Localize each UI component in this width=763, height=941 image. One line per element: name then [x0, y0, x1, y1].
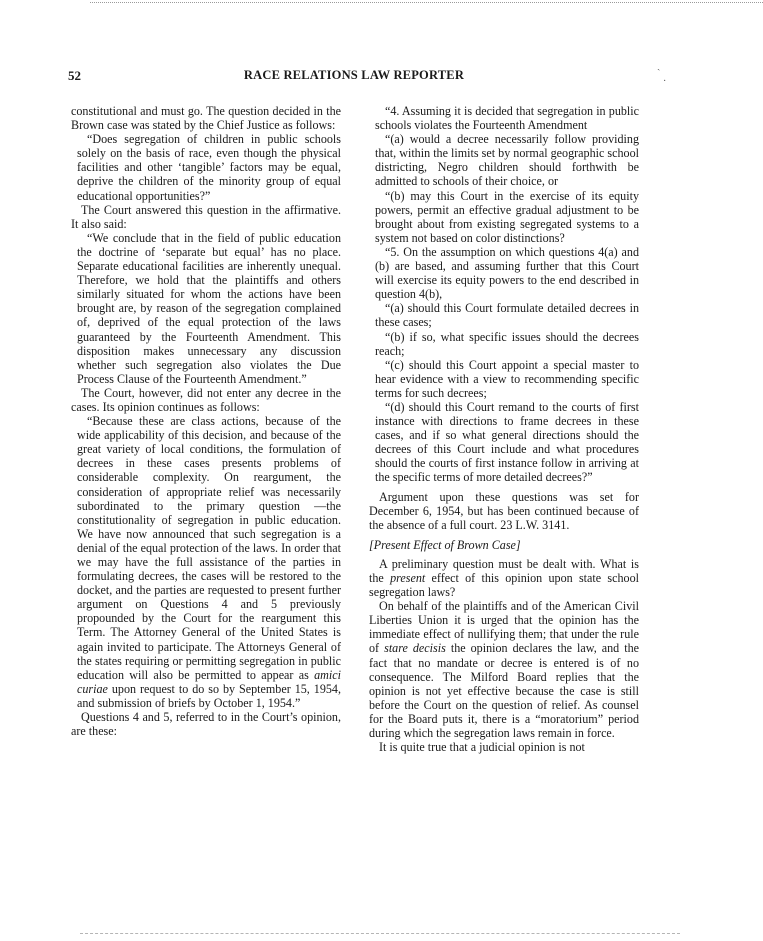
paragraph: The Court, however, did not enter any decree in the cases. Its opinion continues as follows:: [71, 385, 341, 414]
block-quote: “4. Assuming it is decided that segregation in public schools violates the Fourteenth Amendment: [375, 104, 639, 133]
paragraph: Questions 4 and 5, referred to in the Court’s opinion, are these:: [71, 710, 341, 739]
italic-term: present: [390, 571, 426, 585]
page-header: [68, 68, 640, 86]
block-quote: “5. On the assumption on which questions 4(a) and (b) are based, and assuming further that this Court will exercise its equity powers to the end described in question 4(b),: [375, 244, 639, 302]
block-quote: “We conclude that in the field of public education the doctrine of ‘separate but equal’ has no place. Separate educational facilities are inherently unequal. Therefore, we hold that the plaintiffs and others similarly situated for whom the actions have been brought are, by reason of the segregation complained of, deprived of the equal protection of the laws guaranteed by the Fourteenth Amendment. This disposition makes unnecessary any discussion whether such segregation also violates the Due Process Clause of the Fourteenth Amendment.”: [77, 230, 341, 386]
quote-text: upon request to do so by September 15, 1954, and submission of briefs by October 1, 1954.”: [77, 681, 341, 710]
italic-term: stare decisis: [384, 641, 446, 656]
paragraph: The Court answered this question in the affirmative. It also said:: [71, 202, 341, 231]
page-number: 52: [68, 68, 81, 83]
block-quote: “(d) should this Court remand to the courts of first instance with directions to frame decrees in these cases, and if so what general directions should the decrees of this Court include and what procedures should the courts of first instance follow in arriving at the specific terms of more detailed decrees?”: [375, 399, 639, 485]
left-column: [71, 104, 341, 738]
paragraph: Argument upon these questions was set for December 6, 1954, but has been continued because of the absence of a full court. 23 L.W. 3141.: [369, 489, 639, 532]
bottom-edge-border: [80, 933, 680, 934]
paragraph-text: the opinion declares the law, and the fact that no mandate or decree is entered is of no consequence. The Milford Board replies that the opinion is not yet effective because the case is still before the Court on the question of relief. As counsel for the Board puts it, there is a “moratorium” period during which the segregation laws remain in force.: [369, 641, 639, 741]
block-quote: “Does segregation of children in public schools solely on the basis of race, even though the physical facilities and other ‘tangible’ factors may be equal, deprive the children of the minority group of equal educational opportunities?”: [77, 132, 341, 203]
paragraph: It is quite true that a judicial opinion is not: [379, 740, 585, 755]
paragraph-text: A preliminary question must be dealt with. What is the: [369, 556, 639, 585]
scan-mark: ˎ: [657, 60, 661, 71]
block-quote: “(b) if so, what specific issues should the decrees reach;: [375, 329, 639, 358]
scan-mark: ·: [663, 76, 667, 87]
running-title: RACE RELATIONS LAW REPORTER: [243, 68, 465, 82]
paragraph-text: effect of this opinion upon state school segregation laws?: [369, 571, 639, 600]
right-column: [369, 104, 639, 754]
paragraph: [369, 599, 639, 740]
block-quote: “(b) may this Court in the exercise of its equity powers, permit an effective gradual adjustment to be brought about from existing segregated systems to a system not based on color distinctions?: [375, 188, 639, 245]
section-subheading: [Present Effect of Brown Case]: [369, 537, 521, 552]
paragraph-text: On behalf of the plaintiffs and of the American Civil Liberties Union it is urged that the opinion has the immediate effect of nullifying them; that under the rule of: [369, 599, 639, 656]
top-edge-border: [90, 2, 763, 3]
block-quote: “(a) would a decree necessarily follow providing that, within the limits set by normal geographic school districting, Negro children should forthwith be admitted to schools of their choice, or: [375, 132, 639, 189]
paragraph: [369, 557, 639, 599]
italic-term: amici curiae: [77, 667, 341, 696]
block-quote: “(c) should this Court appoint a special master to hear evidence with a view to recommending specific terms for such decrees;: [375, 357, 639, 400]
quote-text: “Because these are class actions, because of the wide applicability of this decision, and because of the great variety of local conditions, the formulation of decrees in these cases presents problems of considerable complexity. On reargument, the consideration of appropriate relief was necessarily subordinated to the primary question —the constitutionality of segregation in public education. We have now announced that such segregation is a denial of the equal protection of the laws. In order that we may have the full assistance of the parties in formulating decrees, the cases will be restored to the docket, and the parties are requested to present further argument on Questions 4 and 5 previously propounded by the Court for the reargument this Term. The Attorney General of the United States is again invited to participate. The Attorneys General of the states requiring or permitting segregation in public education will also be permitted to appear as: [77, 414, 341, 682]
block-quote: [71, 414, 341, 710]
paragraph: constitutional and must go. The question decided in the Brown case was stated by the Chief Justice as follows:: [71, 104, 341, 133]
block-quote: “(a) should this Court formulate detailed decrees in these cases;: [375, 301, 639, 330]
